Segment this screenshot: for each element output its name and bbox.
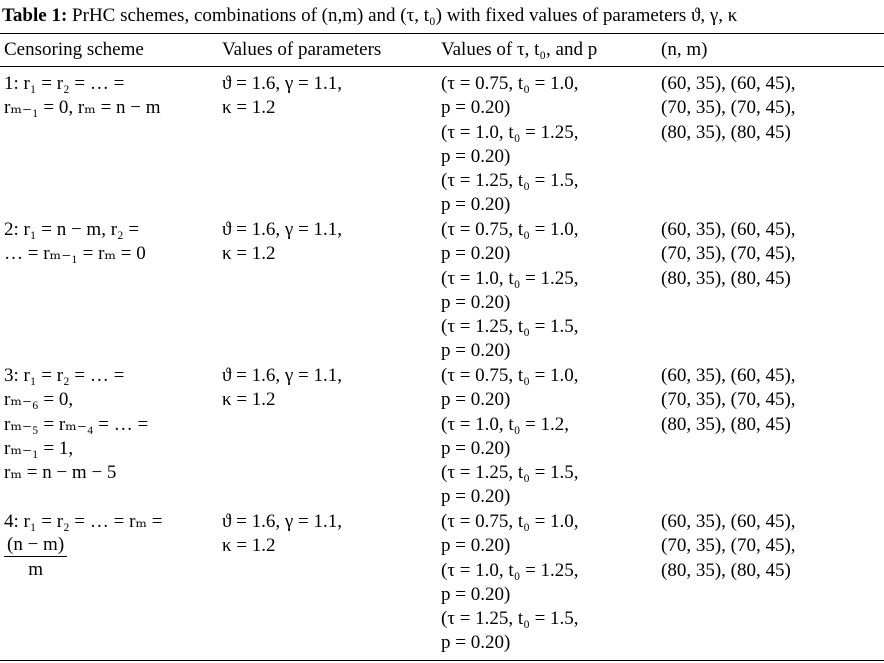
row-4-params-line: ϑ = 1.6, γ = 1.1, bbox=[222, 511, 342, 532]
row-1-scheme-line: 1: r₁ = r₂ = … = bbox=[4, 73, 125, 94]
row-2-nm-line: (70, 35), (70, 45), bbox=[661, 243, 796, 265]
row-4-nm-line: (80, 35), (80, 45) bbox=[661, 559, 791, 581]
row-1-tau-line: p = 0.20) bbox=[441, 194, 511, 216]
row-3-tau-line: (τ = 1.0, t₀ = 1.2, bbox=[441, 413, 570, 435]
row-1-params-line: ϑ = 1.6, γ = 1.1, bbox=[222, 73, 342, 94]
top-rule bbox=[0, 33, 884, 34]
row-2-scheme bbox=[4, 218, 146, 267]
row-3-tau-line: p = 0.20) bbox=[441, 486, 511, 508]
row-1-tau-line: (τ = 0.75, t₀ = 1.0, bbox=[441, 73, 579, 94]
row-1-tau-line: (τ = 1.25, t₀ = 1.5, bbox=[441, 170, 579, 192]
row-1-params-line: κ = 1.2 bbox=[222, 97, 276, 119]
row-3-params-line: ϑ = 1.6, γ = 1.1, bbox=[222, 365, 342, 386]
row-1-tau-line: p = 0.20) bbox=[441, 97, 511, 119]
row-4-params bbox=[222, 510, 342, 559]
row-3-tau-line: p = 0.20) bbox=[441, 389, 511, 411]
row-2-tau-line: (τ = 1.0, t₀ = 1.25, bbox=[441, 267, 579, 289]
row-3-scheme-line: rₘ₋₁ = 1, bbox=[4, 437, 74, 459]
row-1-scheme bbox=[4, 72, 161, 121]
row-3-tau-line: (τ = 1.25, t₀ = 1.5, bbox=[441, 462, 579, 484]
row-2-tau bbox=[441, 218, 579, 364]
row-2-tau-line: (τ = 0.75, t₀ = 1.0, bbox=[441, 219, 579, 240]
fraction-denominator: m bbox=[28, 559, 43, 581]
row-2-params bbox=[222, 218, 342, 267]
row-3-params bbox=[222, 364, 342, 413]
row-1-tau bbox=[441, 72, 579, 218]
row-2-scheme-line: … = rₘ₋₁ = rₘ = 0 bbox=[4, 243, 146, 265]
row-1-tau-line: (τ = 1.0, t₀ = 1.25, bbox=[441, 121, 579, 143]
row-1-params bbox=[222, 72, 342, 121]
row-3-scheme-line: rₘ₋₅ = rₘ₋₄ = … = bbox=[4, 413, 149, 435]
header-censoring-scheme: Censoring scheme bbox=[4, 39, 144, 60]
row-4-scheme-fraction bbox=[4, 534, 67, 583]
row-2-params-line: ϑ = 1.6, γ = 1.1, bbox=[222, 219, 342, 240]
row-4-tau bbox=[441, 510, 579, 656]
row-3-nm-line: (60, 35), (60, 45), bbox=[661, 365, 796, 386]
row-3-tau-line: (τ = 0.75, t₀ = 1.0, bbox=[441, 365, 579, 386]
row-4-tau-line: p = 0.20) bbox=[441, 583, 511, 605]
row-2-nm-line: (80, 35), (80, 45) bbox=[661, 267, 791, 289]
row-4-tau-line: p = 0.20) bbox=[441, 535, 511, 557]
row-2-nm-line: (60, 35), (60, 45), bbox=[661, 219, 796, 240]
row-4-tau-line: (τ = 1.0, t₀ = 1.25, bbox=[441, 559, 579, 581]
row-2-tau-line: p = 0.20) bbox=[441, 243, 511, 265]
bottom-rule bbox=[0, 660, 884, 661]
header-n-m: (n, m) bbox=[661, 39, 708, 60]
header-values-of-parameters: Values of parameters bbox=[222, 39, 382, 60]
row-4-params-line: κ = 1.2 bbox=[222, 535, 276, 557]
row-2-tau-line: p = 0.20) bbox=[441, 291, 511, 313]
row-4-scheme bbox=[4, 510, 163, 583]
row-3-scheme bbox=[4, 364, 148, 485]
row-3-tau bbox=[441, 364, 579, 510]
row-1-nm bbox=[661, 72, 796, 145]
row-4-nm bbox=[661, 510, 796, 583]
table-caption-label: Table 1: bbox=[2, 5, 68, 26]
row-3-scheme-line: 3: r₁ = r₂ = … = bbox=[4, 365, 125, 386]
header-values-of-tau: Values of τ, t₀, and p bbox=[441, 39, 598, 60]
row-2-params-line: κ = 1.2 bbox=[222, 243, 276, 265]
row-2-nm bbox=[661, 218, 796, 291]
row-2-tau-line: p = 0.20) bbox=[441, 340, 511, 362]
row-3-scheme-line: rₘ₋₆ = 0, bbox=[4, 389, 74, 411]
table-caption-text: PrHC schemes, combinations of (n,m) and (τ, t₀) with fixed values of parameters ϑ, γ, κ bbox=[72, 5, 738, 26]
row-3-nm bbox=[661, 364, 796, 437]
row-4-tau-line: (τ = 1.25, t₀ = 1.5, bbox=[441, 608, 579, 630]
fraction-numerator: (n − m) bbox=[4, 534, 67, 557]
table-caption bbox=[2, 0, 737, 32]
row-4-nm-line: (60, 35), (60, 45), bbox=[661, 511, 796, 532]
row-3-scheme-line: rₘ = n − m − 5 bbox=[4, 462, 117, 484]
row-1-nm-line: (60, 35), (60, 45), bbox=[661, 73, 796, 94]
row-1-scheme-line: rₘ₋₁ = 0, rₘ = n − m bbox=[4, 97, 161, 119]
row-2-tau-line: (τ = 1.25, t₀ = 1.5, bbox=[441, 316, 579, 338]
row-1-tau-line: p = 0.20) bbox=[441, 145, 511, 167]
row-1-nm-line: (80, 35), (80, 45) bbox=[661, 121, 791, 143]
row-4-scheme-line: 4: r₁ = r₂ = … = rₘ = bbox=[4, 511, 163, 532]
row-2-scheme-line: 2: r₁ = n − m, r₂ = bbox=[4, 219, 140, 240]
row-3-tau-line: p = 0.20) bbox=[441, 437, 511, 459]
row-3-nm-line: (80, 35), (80, 45) bbox=[661, 413, 791, 435]
row-4-tau-line: p = 0.20) bbox=[441, 632, 511, 654]
row-1-nm-line: (70, 35), (70, 45), bbox=[661, 97, 796, 119]
header-rule bbox=[0, 66, 884, 67]
row-3-params-line: κ = 1.2 bbox=[222, 389, 276, 411]
row-4-tau-line: (τ = 0.75, t₀ = 1.0, bbox=[441, 511, 579, 532]
row-3-nm-line: (70, 35), (70, 45), bbox=[661, 389, 796, 411]
row-4-nm-line: (70, 35), (70, 45), bbox=[661, 535, 796, 557]
